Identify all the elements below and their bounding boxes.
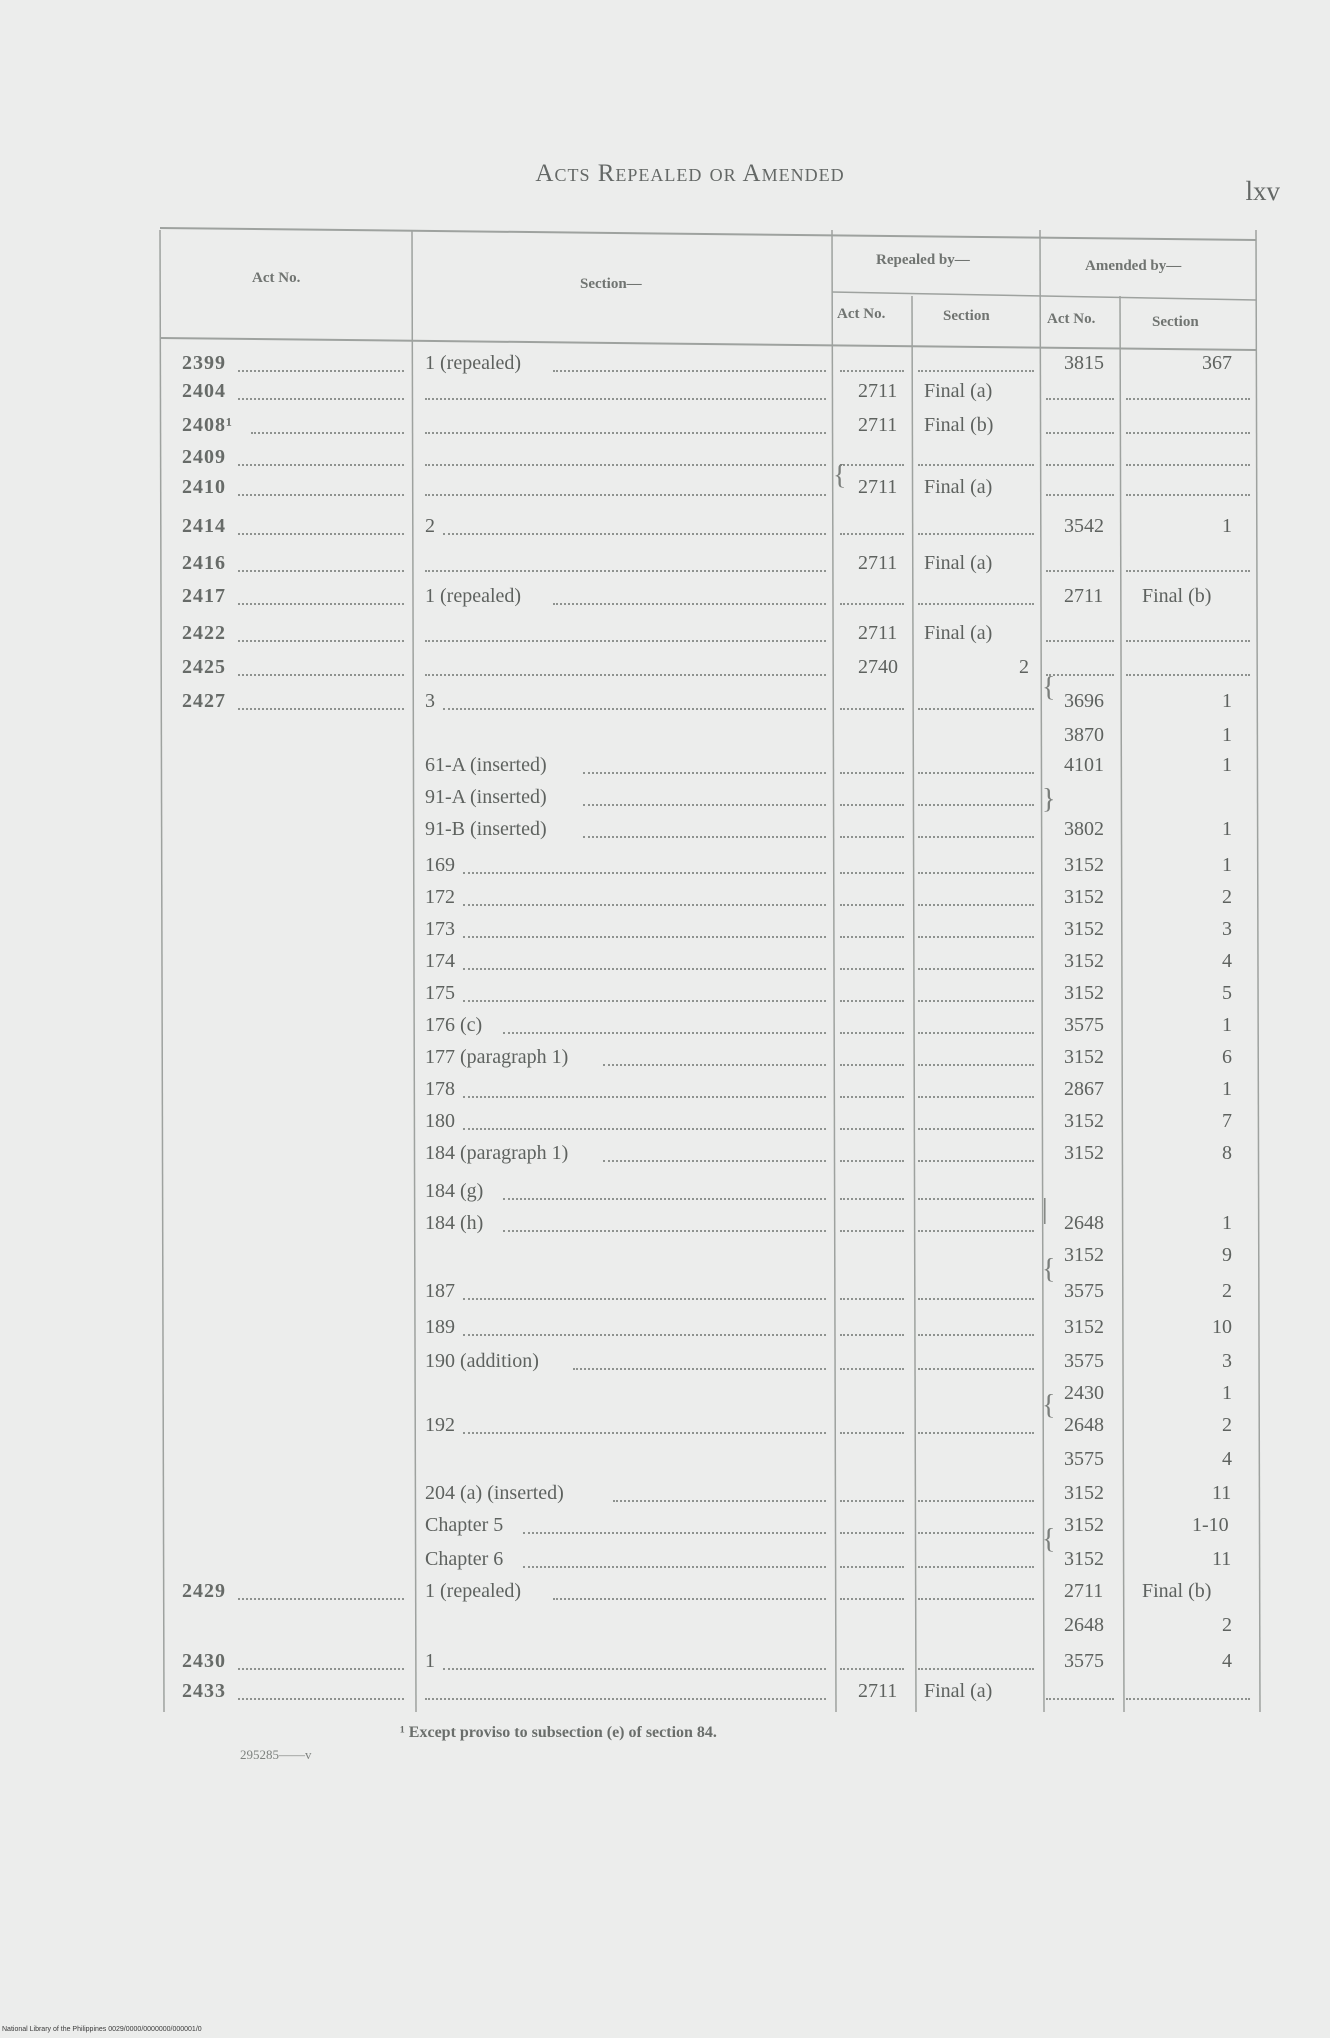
scan-strip: National Library of the Philippines 0029/0000/0000000/000001/0 <box>2 2026 202 2033</box>
repealed-act-leader <box>840 1566 904 1568</box>
section-label: 177 (paragraph 1) <box>425 1046 569 1068</box>
repealed-act-leader <box>840 804 904 806</box>
section-leader <box>553 1598 826 1600</box>
section-label: 184 (h) <box>425 1212 484 1234</box>
act-number: 2417 <box>182 585 226 607</box>
act-leader <box>238 464 404 466</box>
section-leader <box>523 1566 826 1568</box>
section-leader <box>425 640 826 642</box>
amended-act-leader <box>1046 494 1114 496</box>
act-leader <box>238 674 404 676</box>
repealed-act-leader <box>840 1532 904 1534</box>
repealed-section-leader <box>918 1230 1034 1232</box>
repealed-section-leader <box>918 836 1034 838</box>
section-label: 184 (paragraph 1) <box>425 1142 569 1164</box>
repealed-section: Final (a) <box>924 1680 993 1702</box>
amended-act-no: 4101 <box>1064 754 1104 776</box>
section-leader <box>463 968 826 970</box>
act-number: 2404 <box>182 380 226 402</box>
repealed-act-leader <box>840 1198 904 1200</box>
repealed-act-leader <box>840 1096 904 1098</box>
repealed-section-leader <box>918 1598 1034 1600</box>
grouping-brace-icon: { <box>1042 1390 1056 1421</box>
section-leader <box>425 464 826 466</box>
repealed-section-leader <box>918 936 1034 938</box>
repealed-act-leader <box>840 968 904 970</box>
amended-act-leader <box>1046 640 1114 642</box>
section-leader <box>503 1230 826 1232</box>
section-leader <box>463 1334 826 1336</box>
section-leader <box>463 936 826 938</box>
amended-act-no: 3152 <box>1064 982 1104 1004</box>
header-repealed-act-no: Act No. <box>837 306 886 322</box>
act-number: 2422 <box>182 622 226 644</box>
amended-act-no: 2430 <box>1064 1382 1104 1404</box>
amended-act-leader <box>1046 398 1114 400</box>
section-leader <box>425 570 826 572</box>
repealed-act-no: 2711 <box>858 380 898 402</box>
table-top-rule <box>160 228 1256 240</box>
act-number: 2433 <box>182 1680 226 1702</box>
section-label: 169 <box>425 854 455 876</box>
repealed-act-leader <box>840 1334 904 1336</box>
section-leader <box>573 1368 826 1370</box>
repealed-act-leader <box>840 533 904 535</box>
amended-section: 1 <box>1222 724 1232 746</box>
section-label: 3 <box>425 690 435 712</box>
repealed-section: Final (a) <box>924 476 993 498</box>
grouping-brace-icon: { <box>833 460 847 491</box>
amended-section-leader <box>1126 674 1250 676</box>
amended-section: 10 <box>1212 1316 1232 1338</box>
section-leader <box>523 1532 826 1534</box>
section-leader <box>425 398 826 400</box>
section-label: 178 <box>425 1078 455 1100</box>
amended-section: 11 <box>1212 1482 1232 1504</box>
act-number: 2399 <box>182 352 226 374</box>
amended-section: 2 <box>1222 1614 1232 1636</box>
amended-act-no: 3575 <box>1064 1350 1104 1372</box>
section-label: 61-A (inserted) <box>425 754 547 776</box>
print-mark: 295285——v <box>240 1747 312 1762</box>
amended-act-no: 3152 <box>1064 854 1104 876</box>
amended-act-no: 3575 <box>1064 1448 1104 1470</box>
section-leader <box>553 603 826 605</box>
repealed-section-leader <box>918 872 1034 874</box>
amended-section-leader <box>1126 1698 1250 1700</box>
repealed-section-leader <box>918 533 1034 535</box>
section-label: 184 (g) <box>425 1180 484 1202</box>
act-number: 2429 <box>182 1580 226 1602</box>
repealed-section-leader <box>918 772 1034 774</box>
amended-section-leader <box>1126 464 1250 466</box>
section-leader <box>463 1096 826 1098</box>
amended-section-leader <box>1126 570 1250 572</box>
amended-section: 3 <box>1222 918 1232 940</box>
repealed-section-leader <box>918 1032 1034 1034</box>
act-number: 2416 <box>182 552 226 574</box>
act-number: 2425 <box>182 656 226 678</box>
table-column-rule-4 <box>1040 230 1044 1712</box>
section-label: 175 <box>425 982 455 1004</box>
section-leader <box>443 708 826 710</box>
section-leader <box>503 1198 826 1200</box>
amended-act-leader <box>1046 1698 1114 1700</box>
section-leader <box>425 432 826 434</box>
act-number: 2409 <box>182 446 226 468</box>
section-leader <box>583 772 826 774</box>
amended-act-no: 3152 <box>1064 1482 1104 1504</box>
amended-act-no: 3575 <box>1064 1014 1104 1036</box>
header-section: Section— <box>580 276 642 292</box>
section-label: 1 <box>425 1650 435 1672</box>
table-column-rule-0 <box>160 230 164 1712</box>
section-leader <box>443 533 826 535</box>
amended-section: 5 <box>1222 982 1232 1004</box>
section-leader <box>425 674 826 676</box>
section-label: 2 <box>425 515 435 537</box>
amended-act-no: 3542 <box>1064 515 1104 537</box>
section-label: 174 <box>425 950 455 972</box>
repealed-act-leader <box>840 1500 904 1502</box>
amended-section: 7 <box>1222 1110 1232 1132</box>
grouping-brace-icon: { <box>1042 1254 1056 1285</box>
repealed-act-no: 2711 <box>858 552 898 574</box>
table-column-rule-3 <box>912 296 916 1712</box>
amended-act-no: 3152 <box>1064 1514 1104 1536</box>
act-leader <box>251 432 404 434</box>
repealed-act-leader <box>840 603 904 605</box>
act-leader <box>238 603 404 605</box>
repealed-act-leader <box>840 1064 904 1066</box>
repealed-act-no: 2711 <box>858 414 898 436</box>
amended-section: 1 <box>1222 1078 1232 1100</box>
repealed-act-no: 2711 <box>858 622 898 644</box>
section-label: 189 <box>425 1316 455 1338</box>
amended-section: 367 <box>1202 352 1232 374</box>
footnote: ¹ Except proviso to subsection (e) of section 84. <box>400 1724 717 1741</box>
amended-act-no: 3152 <box>1064 1046 1104 1068</box>
repealed-act-no: 2711 <box>858 476 898 498</box>
act-number: 2408¹ <box>182 414 233 436</box>
amended-act-no: 3152 <box>1064 918 1104 940</box>
amended-section: 1 <box>1222 1212 1232 1234</box>
act-number: 2410 <box>182 476 226 498</box>
amended-section: 1 <box>1222 1382 1232 1404</box>
table-header-rule <box>160 338 1256 350</box>
repealed-section-leader <box>918 904 1034 906</box>
section-leader <box>443 1668 826 1670</box>
act-leader <box>238 494 404 496</box>
amended-section: 2 <box>1222 1280 1232 1302</box>
amended-act-no: 2648 <box>1064 1414 1104 1436</box>
amended-act-no: 3152 <box>1064 886 1104 908</box>
repealed-section-leader <box>918 1566 1034 1568</box>
amended-section: 1 <box>1222 515 1232 537</box>
amended-act-no: 3152 <box>1064 1110 1104 1132</box>
section-label: 1 (repealed) <box>425 585 522 607</box>
amended-act-no: 3152 <box>1064 1548 1104 1570</box>
header-repealed-by: Repealed by— <box>876 252 970 268</box>
repealed-act-leader <box>840 1000 904 1002</box>
amended-section: 4 <box>1222 1448 1232 1470</box>
section-label: 187 <box>425 1280 455 1302</box>
repealed-section: Final (a) <box>924 552 993 574</box>
amended-act-no: 3152 <box>1064 1316 1104 1338</box>
amended-section: 4 <box>1222 1650 1232 1672</box>
amended-section: 4 <box>1222 950 1232 972</box>
repealed-section-leader <box>918 1432 1034 1434</box>
section-label: 91-B (inserted) <box>425 818 547 840</box>
act-leader <box>238 1598 404 1600</box>
section-leader <box>553 370 826 372</box>
repealed-act-leader <box>840 772 904 774</box>
table-column-rule-5 <box>1120 296 1124 1712</box>
section-leader <box>603 1064 826 1066</box>
repealed-act-leader <box>840 464 904 466</box>
section-leader <box>583 804 826 806</box>
repealed-section-leader <box>918 1368 1034 1370</box>
repealed-section: Final (b) <box>924 414 994 436</box>
section-leader <box>425 1698 826 1700</box>
section-leader <box>463 1298 826 1300</box>
grouping-brace-icon: { <box>1042 672 1056 703</box>
repealed-section-leader <box>918 968 1034 970</box>
amended-act-no: 3152 <box>1064 1142 1104 1164</box>
section-label: 1 (repealed) <box>425 352 522 374</box>
amended-section: 1 <box>1222 1014 1232 1036</box>
amended-act-no: 3575 <box>1064 1650 1104 1672</box>
amended-act-leader <box>1046 432 1114 434</box>
repealed-section: Final (a) <box>924 380 993 402</box>
repealed-act-leader <box>840 1032 904 1034</box>
header-repealed-section: Section <box>943 308 990 324</box>
repealed-section-leader <box>918 1298 1034 1300</box>
repealed-section-leader <box>918 1000 1034 1002</box>
repealed-section-leader <box>918 804 1034 806</box>
repealed-section-leader <box>918 1198 1034 1200</box>
repealed-section-leader <box>918 603 1034 605</box>
repealed-act-leader <box>840 1368 904 1370</box>
section-label: 172 <box>425 886 455 908</box>
act-leader <box>238 370 404 372</box>
section-label: Chapter 5 <box>425 1514 504 1536</box>
section-label: 192 <box>425 1414 455 1436</box>
repealed-section-leader <box>918 1500 1034 1502</box>
section-label: 91-A (inserted) <box>425 786 547 808</box>
amended-section-leader <box>1126 494 1250 496</box>
table-column-rule-2 <box>832 230 836 1712</box>
section-leader <box>503 1032 826 1034</box>
repealed-section: 2 <box>1019 656 1029 678</box>
act-leader <box>238 1698 404 1700</box>
page-number: lxv <box>1245 176 1280 206</box>
section-leader <box>425 494 826 496</box>
amended-section-leader <box>1126 432 1250 434</box>
repealed-act-leader <box>840 1598 904 1600</box>
repealed-act-no: 2711 <box>858 1680 898 1702</box>
amended-section: 1 <box>1222 690 1232 712</box>
amended-act-no: 3575 <box>1064 1280 1104 1302</box>
act-leader <box>238 570 404 572</box>
amended-section: 1 <box>1222 818 1232 840</box>
table-column-rule-1 <box>412 230 416 1712</box>
repealed-act-leader <box>840 904 904 906</box>
grouping-brace-icon: | <box>1042 1194 1048 1225</box>
section-label: 204 (a) (inserted) <box>425 1482 564 1504</box>
section-leader <box>463 1128 826 1130</box>
section-label: 190 (addition) <box>425 1350 539 1372</box>
repealed-section-leader <box>918 1064 1034 1066</box>
repealed-section-leader <box>918 1334 1034 1336</box>
act-leader <box>238 640 404 642</box>
amended-act-no: 2711 <box>1064 1580 1104 1602</box>
page-title: Acts Repealed or Amended <box>535 160 845 187</box>
amended-act-no: 2648 <box>1064 1212 1104 1234</box>
amended-act-no: 3802 <box>1064 818 1104 840</box>
amended-act-no: 3152 <box>1064 950 1104 972</box>
amended-act-no: 3870 <box>1064 724 1104 746</box>
act-leader <box>238 708 404 710</box>
act-leader <box>238 533 404 535</box>
section-label: 176 (c) <box>425 1014 483 1036</box>
header-amended-by: Amended by— <box>1085 258 1182 274</box>
repealed-act-leader <box>840 936 904 938</box>
amended-section: 2 <box>1222 886 1232 908</box>
repealed-section-leader <box>918 1128 1034 1130</box>
amended-act-no: 3152 <box>1064 1244 1104 1266</box>
amended-act-no: 2867 <box>1064 1078 1104 1100</box>
table-column-rule-6 <box>1256 230 1260 1712</box>
amended-act-leader <box>1046 674 1114 676</box>
repealed-act-leader <box>840 1160 904 1162</box>
repealed-section-leader <box>918 1668 1034 1670</box>
section-leader <box>463 1000 826 1002</box>
repealed-act-leader <box>840 1432 904 1434</box>
amended-section: 9 <box>1222 1244 1232 1266</box>
repealed-section-leader <box>918 370 1034 372</box>
amended-section-leader <box>1126 640 1250 642</box>
amended-section: 2 <box>1222 1414 1232 1436</box>
act-number: 2430 <box>182 1650 226 1672</box>
repealed-act-leader <box>840 1128 904 1130</box>
repealed-act-leader <box>840 1230 904 1232</box>
header-amended-act-no: Act No. <box>1047 311 1096 327</box>
amended-section: 11 <box>1212 1548 1232 1570</box>
section-label: Chapter 6 <box>425 1548 504 1570</box>
section-leader <box>463 904 826 906</box>
repealed-act-leader <box>840 872 904 874</box>
section-label: 173 <box>425 918 455 940</box>
repealed-section-leader <box>918 464 1034 466</box>
repealed-section-leader <box>918 1096 1034 1098</box>
act-leader <box>238 1668 404 1670</box>
section-leader <box>613 1500 826 1502</box>
header-act-no: Act No. <box>252 270 301 286</box>
section-label: 180 <box>425 1110 455 1132</box>
header-amended-section: Section <box>1152 314 1199 330</box>
section-leader <box>463 1432 826 1434</box>
amended-act-no: 2648 <box>1064 1614 1104 1636</box>
amended-section: 8 <box>1222 1142 1232 1164</box>
act-leader <box>238 398 404 400</box>
repealed-act-leader <box>840 836 904 838</box>
section-leader <box>583 836 826 838</box>
repealed-act-leader <box>840 1298 904 1300</box>
amended-act-no: 3696 <box>1064 690 1104 712</box>
repealed-section-leader <box>918 708 1034 710</box>
repealed-section: Final (a) <box>924 622 993 644</box>
amended-section: 1-10 <box>1192 1514 1229 1536</box>
grouping-brace-icon: } <box>1042 784 1056 815</box>
section-leader <box>603 1160 826 1162</box>
repealed-act-leader <box>840 1668 904 1670</box>
amended-section: 1 <box>1222 754 1232 776</box>
amended-act-no: 2711 <box>1064 585 1104 607</box>
amended-act-no: 3815 <box>1064 352 1104 374</box>
repealed-act-leader <box>840 370 904 372</box>
repealed-section-leader <box>918 1532 1034 1534</box>
table-subheader-rule <box>832 292 1256 300</box>
amended-act-leader <box>1046 570 1114 572</box>
amended-section-leader <box>1126 398 1250 400</box>
amended-act-leader <box>1046 464 1114 466</box>
act-number: 2414 <box>182 515 226 537</box>
amended-section: Final (b) <box>1142 585 1212 607</box>
section-label: 1 (repealed) <box>425 1580 522 1602</box>
amended-section: 6 <box>1222 1046 1232 1068</box>
act-number: 2427 <box>182 690 226 712</box>
grouping-brace-icon: { <box>1042 1524 1056 1555</box>
amended-section: Final (b) <box>1142 1580 1212 1602</box>
repealed-act-leader <box>840 708 904 710</box>
section-leader <box>463 872 826 874</box>
amended-section: 1 <box>1222 854 1232 876</box>
repealed-act-no: 2740 <box>858 656 898 678</box>
repealed-section-leader <box>918 1160 1034 1162</box>
amended-section: 3 <box>1222 1350 1232 1372</box>
